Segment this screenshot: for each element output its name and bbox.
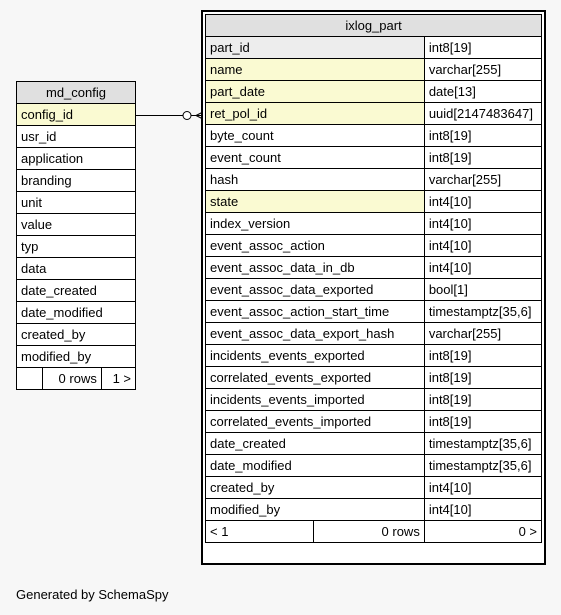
column-type: uuid[2147483647] xyxy=(424,103,541,125)
md-config-table[interactable] xyxy=(16,81,136,390)
column-index-version[interactable]: index_version xyxy=(206,213,425,235)
ixlog-part-table-title[interactable]: ixlog_part xyxy=(206,15,542,37)
column-part-date[interactable]: part_date xyxy=(206,81,425,103)
column-type: bool[1] xyxy=(424,279,541,301)
column-type: int8[19] xyxy=(424,125,541,147)
column-part-id[interactable]: part_id xyxy=(206,37,425,59)
column-modified-by[interactable]: modified_by xyxy=(206,499,425,521)
ixlog-part-frame xyxy=(201,10,546,565)
column-created-by[interactable]: created_by xyxy=(206,477,425,499)
parent-count-link[interactable]: < 1 xyxy=(206,521,314,543)
column-type: varchar[255] xyxy=(424,169,541,191)
footer-empty-cell xyxy=(17,368,43,390)
column-type: date[13] xyxy=(424,81,541,103)
column-type: timestamptz[35,6] xyxy=(424,433,541,455)
column-event-count[interactable]: event_count xyxy=(206,147,425,169)
column-branding[interactable]: branding xyxy=(17,170,136,192)
column-type: varchar[255] xyxy=(424,59,541,81)
column-incidents-events-imported[interactable]: incidents_events_imported xyxy=(206,389,425,411)
column-event-assoc-data-exported[interactable]: event_assoc_data_exported xyxy=(206,279,425,301)
column-type: int8[19] xyxy=(424,367,541,389)
column-ret-pol-id[interactable]: ret_pol_id xyxy=(206,103,425,125)
column-state[interactable]: state xyxy=(206,191,425,213)
column-date-created[interactable]: date_created xyxy=(206,433,425,455)
column-type: int8[19] xyxy=(424,389,541,411)
column-created-by[interactable]: created_by xyxy=(17,324,136,346)
child-count-link[interactable]: 1 > xyxy=(101,368,135,390)
column-event-assoc-action[interactable]: event_assoc_action xyxy=(206,235,425,257)
column-type: int4[10] xyxy=(424,213,541,235)
column-application[interactable]: application xyxy=(17,148,136,170)
column-type: int4[10] xyxy=(424,257,541,279)
column-date-modified[interactable]: date_modified xyxy=(17,302,136,324)
column-type: int4[10] xyxy=(424,477,541,499)
column-correlated-events-imported[interactable]: correlated_events_imported xyxy=(206,411,425,433)
column-modified-by[interactable]: modified_by xyxy=(17,346,136,368)
column-type: int8[19] xyxy=(424,345,541,367)
column-date-created[interactable]: date_created xyxy=(17,280,136,302)
column-config-id[interactable]: config_id xyxy=(17,104,136,126)
column-data[interactable]: data xyxy=(17,258,136,280)
optional-circle-icon xyxy=(183,112,191,120)
column-type: int8[19] xyxy=(424,37,541,59)
column-type: int4[10] xyxy=(424,235,541,257)
child-count-link[interactable]: 0 > xyxy=(424,521,541,543)
column-usr-id[interactable]: usr_id xyxy=(17,126,136,148)
column-type: timestamptz[35,6] xyxy=(424,301,541,323)
md-config-table-title[interactable]: md_config xyxy=(17,82,136,104)
column-value[interactable]: value xyxy=(17,214,136,236)
column-type: timestamptz[35,6] xyxy=(424,455,541,477)
column-hash[interactable]: hash xyxy=(206,169,425,191)
column-event-assoc-data-export-hash[interactable]: event_assoc_data_export_hash xyxy=(206,323,425,345)
column-event-assoc-data-in-db[interactable]: event_assoc_data_in_db xyxy=(206,257,425,279)
column-unit[interactable]: unit xyxy=(17,192,136,214)
column-type: int4[10] xyxy=(424,499,541,521)
row-count: 0 rows xyxy=(314,521,425,543)
column-event-assoc-action-start-time[interactable]: event_assoc_action_start_time xyxy=(206,301,425,323)
column-incidents-events-exported[interactable]: incidents_events_exported xyxy=(206,345,425,367)
column-type: int8[19] xyxy=(424,147,541,169)
column-correlated-events-exported[interactable]: correlated_events_exported xyxy=(206,367,425,389)
generated-by-caption: Generated by SchemaSpy xyxy=(16,587,169,602)
ixlog-part-table[interactable] xyxy=(205,14,542,543)
column-typ[interactable]: typ xyxy=(17,236,136,258)
column-type: varchar[255] xyxy=(424,323,541,345)
column-type: int8[19] xyxy=(424,411,541,433)
row-count: 0 rows xyxy=(43,368,102,390)
column-byte-count[interactable]: byte_count xyxy=(206,125,425,147)
column-date-modified[interactable]: date_modified xyxy=(206,455,425,477)
column-type: int4[10] xyxy=(424,191,541,213)
column-name[interactable]: name xyxy=(206,59,425,81)
